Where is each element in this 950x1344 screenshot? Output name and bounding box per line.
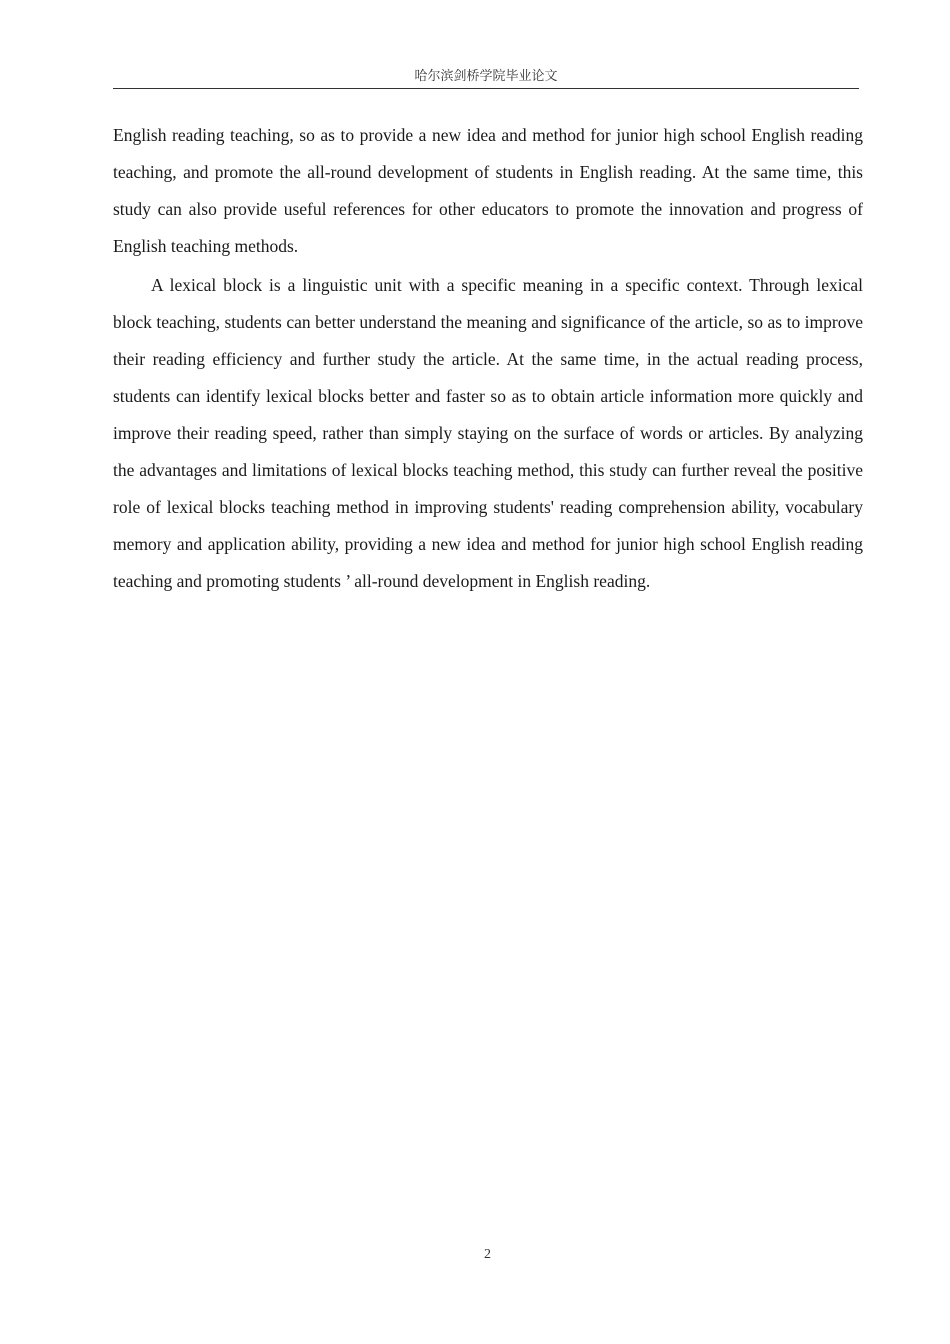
page-header: 哈尔滨剑桥学院毕业论文 xyxy=(113,66,859,89)
page-number: 2 xyxy=(484,1247,491,1262)
body-paragraph-lexical-block: A lexical block is a linguistic unit with a specific meaning in a specific context. Through lexical block teaching, students can better understand the meaning and significance of the article, so as to improve their reading efficiency and further study the article. At the same time, in the actual reading process, students can identify lexical blocks better and faster so as to obtain article information more quickly and improve their reading speed, rather than simply staying on the surface of words or articles. By analyzing the advantages and limitations of lexical blocks teaching method, this study can further reveal the positive role of lexical blocks teaching method in improving students' reading comprehension ability, vocabulary memory and application ability, providing a new idea and method for junior high school English reading teaching and promoting students ’ all-round development in English reading. xyxy=(113,275,863,591)
page-body xyxy=(113,117,863,600)
body-paragraph-continued: English reading teaching, so as to provide a new idea and method for junior high school English reading teaching, and promote the all-round development of students in English reading. At the same time, this study can also provide useful references for other educators to promote the innovation and progress of English teaching methods. xyxy=(113,125,863,256)
